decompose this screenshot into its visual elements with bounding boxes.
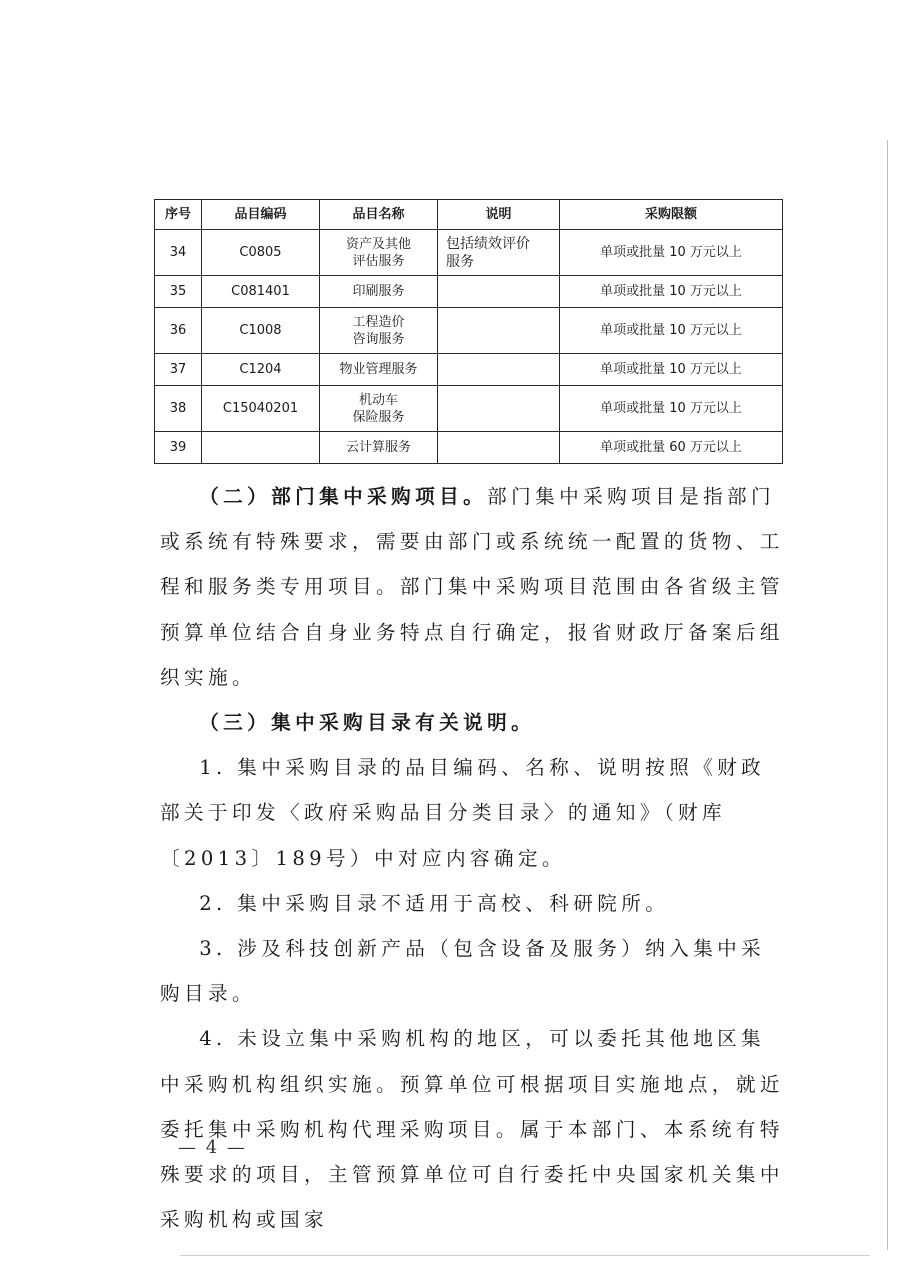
cell-serial: 39 bbox=[155, 432, 202, 464]
scan-edge-line bbox=[887, 140, 888, 1250]
item-2: 2. 集中采购目录不适用于高校、科研院所。 bbox=[199, 891, 670, 915]
cell-limit: 单项或批量 10 万元以上 bbox=[560, 230, 783, 276]
item-3: 3. 涉及科技创新产品（包含设备及服务）纳入集中采购目录。 bbox=[160, 937, 766, 1006]
cell-serial: 35 bbox=[155, 276, 202, 308]
cell-serial: 34 bbox=[155, 230, 202, 276]
cell-limit: 单项或批量 10 万元以上 bbox=[560, 354, 783, 386]
table-row bbox=[155, 354, 783, 386]
cell-code: C15040201 bbox=[202, 386, 320, 432]
cell-note bbox=[438, 276, 560, 308]
cell-name: 印刷服务 bbox=[320, 276, 438, 308]
cell-note: 包括绩效评价 服务 bbox=[438, 230, 560, 276]
section-2-heading: （二）部门集中采购项目。 bbox=[199, 485, 488, 508]
cell-serial: 36 bbox=[155, 308, 202, 354]
section-3-heading: （三）集中采购目录有关说明。 bbox=[199, 711, 536, 735]
table-row bbox=[155, 386, 783, 432]
table-row bbox=[155, 308, 783, 354]
item-4: 4. 未设立集中采购机构的地区，可以委托其他地区集中采购机构组织实施。预算单位可根据项目实施地点，就近委托集中采购机构代理采购项目。属于本部门、本系统有特殊要求的项目，主管预算单位可自行委托中央国家机关集中采购机构或国家 bbox=[160, 1027, 784, 1232]
cell-serial: 38 bbox=[155, 386, 202, 432]
cell-code: C0805 bbox=[202, 230, 320, 276]
cell-note bbox=[438, 432, 560, 464]
cell-name: 工程造价 咨询服务 bbox=[320, 308, 438, 354]
header-serial: 序号 bbox=[155, 200, 202, 230]
page-number: — 4 — bbox=[178, 1137, 247, 1158]
section-2-paragraph bbox=[160, 474, 784, 700]
cell-name: 云计算服务 bbox=[320, 432, 438, 464]
header-limit: 采购限额 bbox=[560, 200, 783, 230]
cell-name: 物业管理服务 bbox=[320, 354, 438, 386]
cell-code bbox=[202, 432, 320, 464]
scan-bottom-line bbox=[180, 1255, 870, 1256]
cell-note bbox=[438, 308, 560, 354]
section-3-paragraph bbox=[160, 700, 784, 745]
header-code: 品目编码 bbox=[202, 200, 320, 230]
procurement-catalog-table bbox=[154, 199, 783, 464]
section-2-text: 部门集中采购项目是指部门或系统有特殊要求，需要由部门或系统统一配置的货物、工程和服务类专用项目。部门集中采购项目范围由各省级主管预算单位结合自身业务特点自行确定，报省财政厅备案后组织实施。 bbox=[160, 485, 784, 689]
cell-name: 机动车 保险服务 bbox=[320, 386, 438, 432]
cell-note bbox=[438, 354, 560, 386]
cell-serial: 37 bbox=[155, 354, 202, 386]
table-row bbox=[155, 230, 783, 276]
cell-name: 资产及其他 评估服务 bbox=[320, 230, 438, 276]
header-note: 说明 bbox=[438, 200, 560, 230]
cell-limit: 单项或批量 10 万元以上 bbox=[560, 386, 783, 432]
header-name: 品目名称 bbox=[320, 200, 438, 230]
cell-code: C1204 bbox=[202, 354, 320, 386]
table-header-row bbox=[155, 200, 783, 230]
body-text bbox=[160, 474, 784, 1242]
table-row bbox=[155, 432, 783, 464]
cell-code: C1008 bbox=[202, 308, 320, 354]
table-row bbox=[155, 276, 783, 308]
item-1: 1. 集中采购目录的品目编码、名称、说明按照《财政部关于印发〈政府采购品目分类目录〉的通知》（财库〔2013〕189号）中对应内容确定。 bbox=[160, 756, 766, 870]
cell-limit: 单项或批量 60 万元以上 bbox=[560, 432, 783, 464]
cell-limit: 单项或批量 10 万元以上 bbox=[560, 308, 783, 354]
cell-code: C081401 bbox=[202, 276, 320, 308]
cell-note bbox=[438, 386, 560, 432]
cell-limit: 单项或批量 10 万元以上 bbox=[560, 276, 783, 308]
